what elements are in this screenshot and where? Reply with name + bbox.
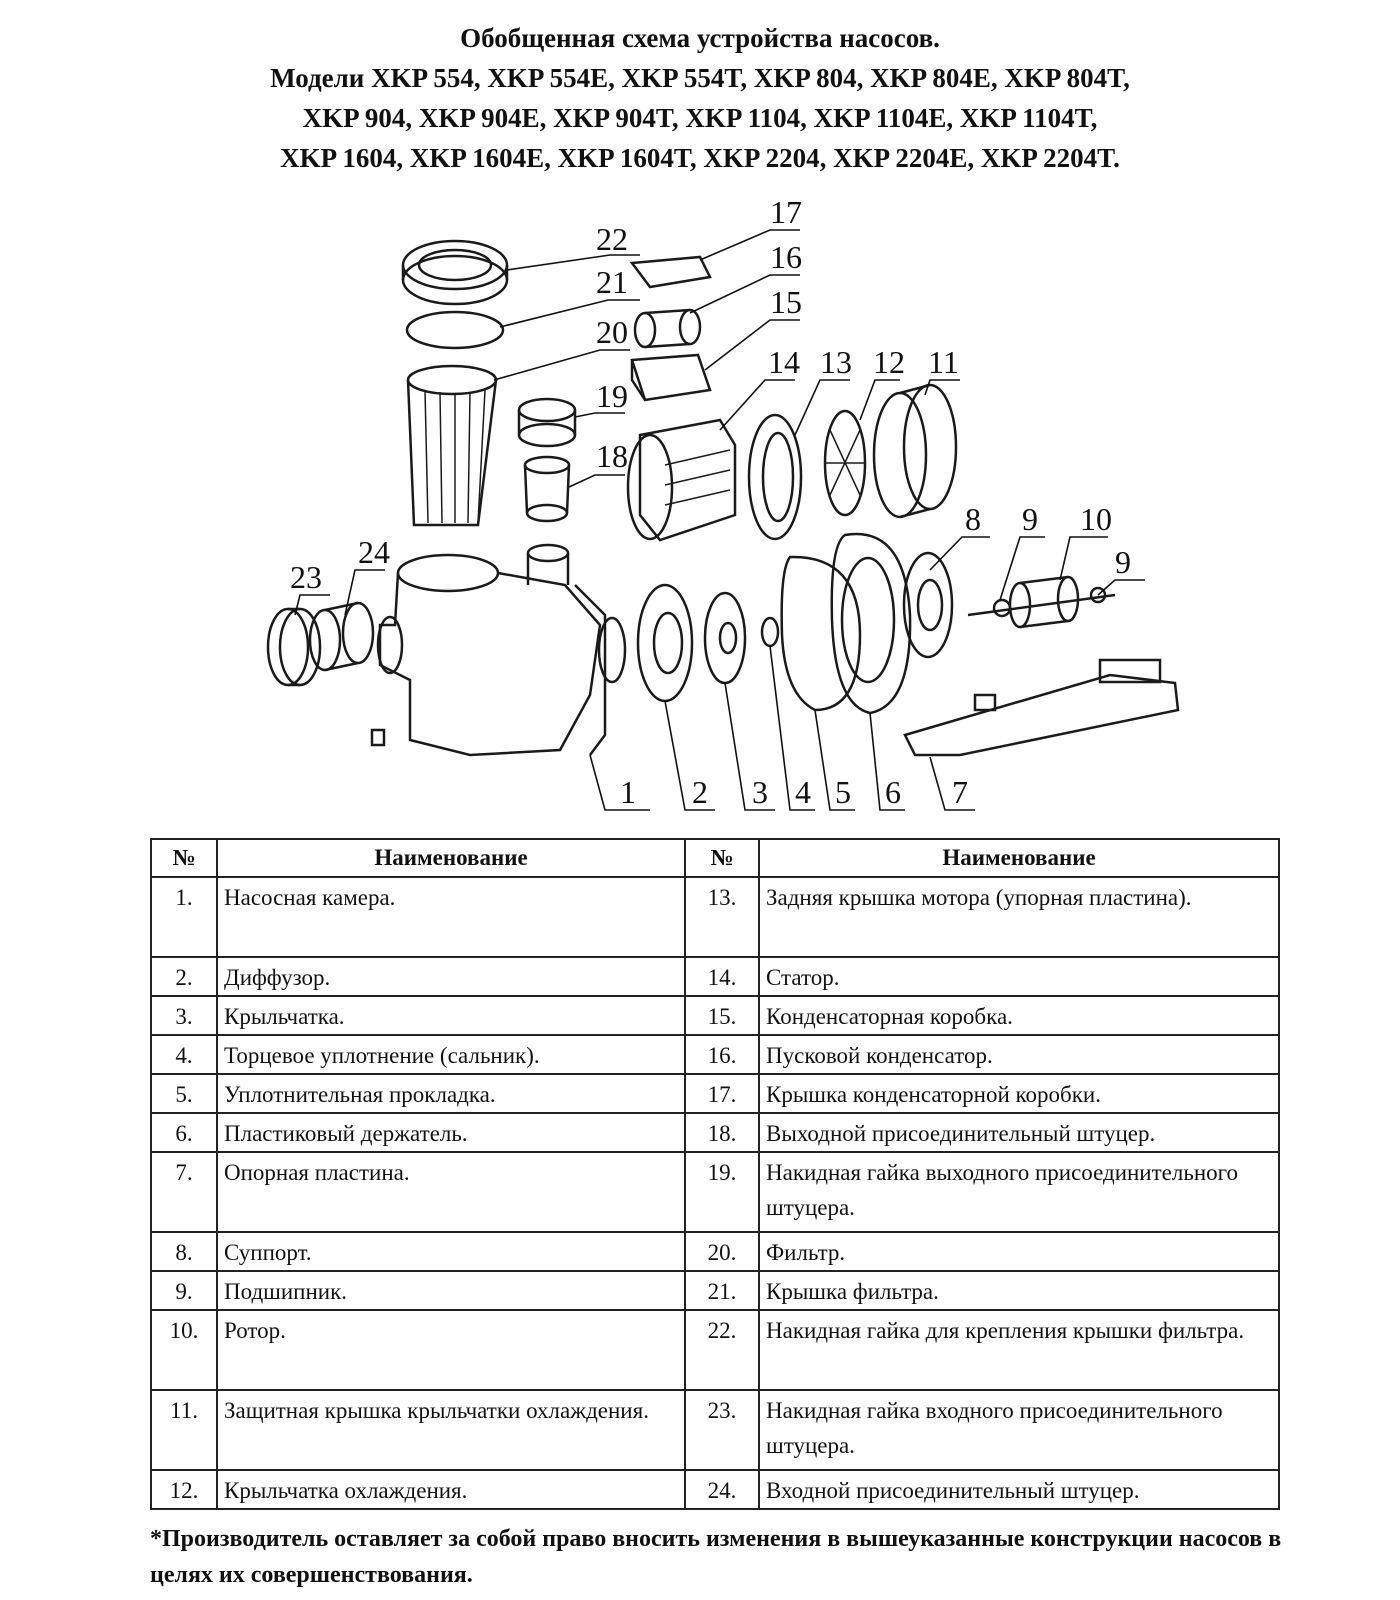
part-name: Конденсаторная коробка.: [759, 996, 1279, 1035]
part-12-cooling-fan: [825, 411, 865, 515]
diagram-canvas: [0, 195, 1400, 815]
callout-19: 19: [596, 378, 628, 414]
part-number: 3.: [151, 996, 217, 1035]
table-row: [151, 1310, 1279, 1390]
table-row: [151, 1074, 1279, 1113]
table-row: [151, 877, 1279, 957]
part-name: Фильтр.: [759, 1232, 1279, 1271]
col-header-num: №: [151, 839, 217, 877]
part-4-mechanical-seal: [762, 618, 778, 646]
part-name: Опорная пластина.: [217, 1152, 685, 1232]
callout-7: 7: [952, 774, 968, 810]
part-name: Пластиковый держатель.: [217, 1113, 685, 1152]
part-3-impeller: [705, 593, 745, 683]
table-header-row: [151, 839, 1279, 877]
part-number: 22.: [685, 1310, 759, 1390]
part-number: 21.: [685, 1271, 759, 1310]
callout-14: 14: [768, 344, 800, 380]
part-name: Подшипник.: [217, 1271, 685, 1310]
part-18-outlet-fitting: [525, 457, 569, 521]
part-14-stator: [628, 420, 735, 540]
part-name: Насосная камера.: [217, 877, 685, 957]
callout-22: 22: [596, 221, 628, 257]
callout-11: 11: [928, 344, 959, 380]
part-number: 15.: [685, 996, 759, 1035]
col-header-name: Наименование: [759, 839, 1279, 877]
part-number: 8.: [151, 1232, 217, 1271]
part-2-diffuser: [638, 585, 692, 701]
part-name: Суппорт.: [217, 1232, 685, 1271]
part-number: 18.: [685, 1113, 759, 1152]
part-number: 19.: [685, 1152, 759, 1232]
part-name: Диффузор.: [217, 957, 685, 996]
page-title: [0, 18, 1400, 178]
part-name: Крыльчатка.: [217, 996, 685, 1035]
callout-10: 10: [1080, 501, 1112, 537]
part-name: Торцевое уплотнение (сальник).: [217, 1035, 685, 1074]
part-name: Крышка конденсаторной коробки.: [759, 1074, 1279, 1113]
table-row: [151, 996, 1279, 1035]
part-number: 17.: [685, 1074, 759, 1113]
part-number: 7.: [151, 1152, 217, 1232]
part-number: 12.: [151, 1470, 217, 1509]
callout-3: 3: [752, 774, 768, 810]
callout-1: 1: [620, 774, 636, 810]
part-name: Входной присоединительный штуцер.: [759, 1470, 1279, 1509]
part-22-lid-nut: [403, 241, 507, 304]
callout-6: 6: [885, 774, 901, 810]
part-number: 5.: [151, 1074, 217, 1113]
part-number: 16.: [685, 1035, 759, 1074]
part-number: 24.: [685, 1470, 759, 1509]
col-header-name: Наименование: [217, 839, 685, 877]
callout-5: 5: [835, 774, 851, 810]
part-number: 23.: [685, 1390, 759, 1470]
part-name: Выходной присоединительный штуцер.: [759, 1113, 1279, 1152]
part-name: Пусковой конденсатор.: [759, 1035, 1279, 1074]
part-name: Защитная крышка крыльчатки охлаждения.: [217, 1390, 685, 1470]
table-row: [151, 1271, 1279, 1310]
table-row: [151, 1232, 1279, 1271]
callout-21: 21: [596, 264, 628, 300]
table-row: [151, 1470, 1279, 1509]
callout-16: 16: [770, 239, 802, 275]
callout-15: 15: [770, 284, 802, 320]
part-number: 6.: [151, 1113, 217, 1152]
part-7-base-plate: [905, 660, 1178, 755]
part-name: Ротор.: [217, 1310, 685, 1390]
table-row: [151, 1390, 1279, 1470]
table-row: [151, 1035, 1279, 1074]
part-name: Задняя крышка мотора (упорная пластина).: [759, 877, 1279, 957]
title-line: Модели XKP 554, XKP 554E, XKP 554T, XKP 804, XKP 804E, XKP 804T,: [270, 63, 1130, 93]
part-number: 1.: [151, 877, 217, 957]
part-19-outlet-nut: [519, 399, 575, 446]
title-line: Обобщенная схема устройства насосов.: [460, 23, 940, 53]
part-21-filter-lid: [407, 312, 503, 348]
callout-23: 23: [290, 559, 322, 595]
part-number: 20.: [685, 1232, 759, 1271]
exploded-pump-diagram: [0, 195, 1400, 815]
callout-18: 18: [596, 438, 628, 474]
parts-table: [150, 838, 1280, 1510]
callout-4: 4: [795, 774, 811, 810]
part-number: 14.: [685, 957, 759, 996]
part-number: 13.: [685, 877, 759, 957]
title-line: XKP 904, XKP 904E, XKP 904T, XKP 1104, XKP 1104E, XKP 1104T,: [302, 103, 1098, 133]
part-name: Накидная гайка для крепления крышки фильтра.: [759, 1310, 1279, 1390]
part-17-box-cover: [632, 257, 710, 287]
part-1-pump-chamber: [372, 545, 605, 755]
part-name: Накидная гайка входного присоединительного штуцера.: [759, 1390, 1279, 1470]
part-number: 2.: [151, 957, 217, 996]
callout-9: 9: [1022, 501, 1038, 537]
footnote: *Производитель оставляет за собой право вносить изменения в вышеуказанные конструкции насосов в целях их совершенствования.: [150, 1526, 1282, 1588]
col-header-num: №: [685, 839, 759, 877]
callout-17: 17: [770, 195, 802, 230]
part-20-filter-basket: [408, 366, 496, 525]
part-number: 11.: [151, 1390, 217, 1470]
callout-20: 20: [596, 314, 628, 350]
callout-8: 8: [965, 501, 981, 537]
part-number: 9.: [151, 1271, 217, 1310]
part-number: 10.: [151, 1310, 217, 1390]
part-11-fan-guard: [874, 385, 956, 517]
part-15-capacitor-box: [632, 355, 710, 400]
part-8-support: [904, 553, 952, 657]
callout-2: 2: [692, 774, 708, 810]
part-name: Статор.: [759, 957, 1279, 996]
part-name: Крыльчатка охлаждения.: [217, 1470, 685, 1509]
table-row: [151, 1152, 1279, 1232]
part-name: Уплотнительная прокладка.: [217, 1074, 685, 1113]
table-row: [151, 1113, 1279, 1152]
part-10-rotor: [968, 577, 1115, 627]
title-line: XKP 1604, XKP 1604E, XKP 1604T, XKP 2204, XKP 2204E, XKP 2204T.: [280, 143, 1120, 173]
part-name: Крышка фильтра.: [759, 1271, 1279, 1310]
part-13-rear-cover: [749, 415, 801, 539]
part-seal-ring: [599, 618, 625, 682]
callout-24: 24: [358, 534, 390, 570]
part-number: 4.: [151, 1035, 217, 1074]
callout-13: 13: [820, 344, 852, 380]
table-row: [151, 957, 1279, 996]
part-16-capacitor: [635, 310, 700, 347]
callout-9-right: 9: [1115, 544, 1131, 580]
part-23-inlet-nut: [268, 609, 320, 685]
part-6-plastic-holder: [832, 534, 910, 713]
part-name: Накидная гайка выходного присоединительного штуцера.: [759, 1152, 1279, 1232]
callout-12: 12: [873, 344, 905, 380]
